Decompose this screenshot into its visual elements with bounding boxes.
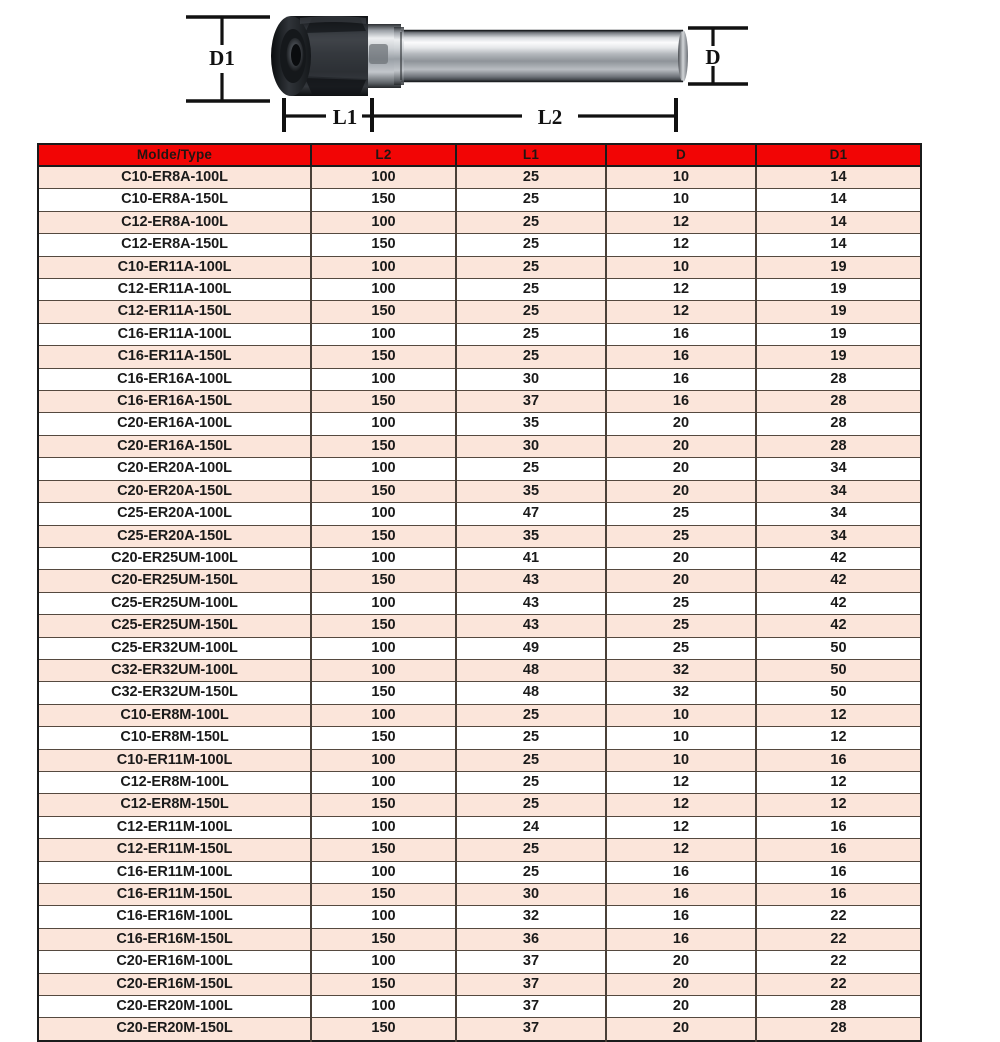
- cell-d: 20: [606, 435, 756, 457]
- dimension-l1-l2: [284, 98, 676, 132]
- cell-d: 20: [606, 951, 756, 973]
- table-row: [38, 951, 921, 973]
- cell-l1: 25: [456, 727, 606, 749]
- table-row: [38, 749, 921, 771]
- cell-d: 16: [606, 861, 756, 883]
- table-row: [38, 839, 921, 861]
- column-header-d1: D1: [756, 144, 921, 166]
- cell-l1: 25: [456, 839, 606, 861]
- dimension-label-l1: L1: [332, 105, 358, 129]
- cell-l2: 150: [311, 973, 456, 995]
- cell-l2: 150: [311, 301, 456, 323]
- cell-type: C16-ER11A-100L: [38, 323, 311, 345]
- cell-l2: 150: [311, 480, 456, 502]
- dimension-label-d: D: [705, 45, 721, 69]
- cell-type: C20-ER25UM-100L: [38, 547, 311, 569]
- cell-d: 32: [606, 682, 756, 704]
- cell-d1: 14: [756, 189, 921, 211]
- cell-d: 10: [606, 727, 756, 749]
- cell-d: 16: [606, 368, 756, 390]
- cell-type: C32-ER32UM-100L: [38, 659, 311, 681]
- cell-d: 20: [606, 996, 756, 1018]
- cell-type: C12-ER8M-150L: [38, 794, 311, 816]
- specification-table-container: [37, 143, 920, 1042]
- cell-d: 12: [606, 279, 756, 301]
- cell-d1: 12: [756, 727, 921, 749]
- cell-l1: 35: [456, 525, 606, 547]
- cell-l2: 150: [311, 615, 456, 637]
- cell-d: 16: [606, 884, 756, 906]
- dimension-label-l2: L2: [537, 105, 563, 129]
- cell-type: C16-ER16A-150L: [38, 391, 311, 413]
- cell-d1: 22: [756, 951, 921, 973]
- cell-d: 16: [606, 906, 756, 928]
- cell-type: C16-ER11M-150L: [38, 884, 311, 906]
- cell-d: 10: [606, 704, 756, 726]
- cell-l2: 100: [311, 503, 456, 525]
- table-row: [38, 435, 921, 457]
- cell-d1: 34: [756, 480, 921, 502]
- cell-l2: 150: [311, 727, 456, 749]
- cell-type: C20-ER16M-100L: [38, 951, 311, 973]
- table-row: [38, 279, 921, 301]
- cell-d: 12: [606, 816, 756, 838]
- cell-type: C10-ER11A-100L: [38, 256, 311, 278]
- cell-l1: 43: [456, 615, 606, 637]
- cell-type: C25-ER20A-150L: [38, 525, 311, 547]
- cell-l2: 150: [311, 682, 456, 704]
- cell-type: C12-ER11M-100L: [38, 816, 311, 838]
- cell-l1: 30: [456, 435, 606, 457]
- cell-d1: 28: [756, 413, 921, 435]
- cell-l2: 100: [311, 279, 456, 301]
- table-row: [38, 973, 921, 995]
- cell-l2: 100: [311, 256, 456, 278]
- table-row: [38, 480, 921, 502]
- cell-l1: 25: [456, 749, 606, 771]
- cell-l1: 25: [456, 256, 606, 278]
- cell-l2: 100: [311, 592, 456, 614]
- cell-type: C25-ER25UM-150L: [38, 615, 311, 637]
- cell-d1: 34: [756, 458, 921, 480]
- cell-d: 12: [606, 301, 756, 323]
- tool-body: [271, 16, 688, 96]
- cell-type: C32-ER32UM-150L: [38, 682, 311, 704]
- cell-d: 12: [606, 839, 756, 861]
- cell-l1: 36: [456, 928, 606, 950]
- cell-l1: 25: [456, 346, 606, 368]
- cell-l1: 41: [456, 547, 606, 569]
- cell-l1: 25: [456, 861, 606, 883]
- cell-d1: 16: [756, 839, 921, 861]
- cell-l1: 30: [456, 884, 606, 906]
- table-row: [38, 256, 921, 278]
- cell-d1: 16: [756, 749, 921, 771]
- table-row: [38, 547, 921, 569]
- table-row: [38, 592, 921, 614]
- cell-l2: 100: [311, 413, 456, 435]
- cell-d: 20: [606, 480, 756, 502]
- cell-d: 12: [606, 234, 756, 256]
- cell-l1: 43: [456, 570, 606, 592]
- cell-d1: 14: [756, 234, 921, 256]
- cell-l1: 37: [456, 1018, 606, 1041]
- cell-l1: 35: [456, 480, 606, 502]
- cell-l2: 100: [311, 166, 456, 189]
- table-row: [38, 1018, 921, 1041]
- cell-l1: 25: [456, 279, 606, 301]
- table-row: [38, 234, 921, 256]
- cell-type: C20-ER16A-100L: [38, 413, 311, 435]
- table-row: [38, 794, 921, 816]
- cell-d: 20: [606, 1018, 756, 1041]
- cell-type: C20-ER20M-150L: [38, 1018, 311, 1041]
- cell-d1: 16: [756, 861, 921, 883]
- cell-l1: 47: [456, 503, 606, 525]
- cell-type: C10-ER8A-100L: [38, 166, 311, 189]
- cell-d: 20: [606, 973, 756, 995]
- cell-type: C16-ER16M-150L: [38, 928, 311, 950]
- cell-d: 25: [606, 615, 756, 637]
- specification-table: [37, 143, 922, 1042]
- cell-l2: 100: [311, 368, 456, 390]
- cell-d1: 50: [756, 659, 921, 681]
- cell-l1: 25: [456, 794, 606, 816]
- cell-d: 32: [606, 659, 756, 681]
- cell-l1: 25: [456, 458, 606, 480]
- cell-type: C20-ER20A-100L: [38, 458, 311, 480]
- cell-l2: 150: [311, 234, 456, 256]
- table-row: [38, 928, 921, 950]
- cell-d: 10: [606, 256, 756, 278]
- cell-l2: 150: [311, 884, 456, 906]
- cell-d1: 19: [756, 279, 921, 301]
- cell-type: C12-ER11M-150L: [38, 839, 311, 861]
- cell-d1: 50: [756, 637, 921, 659]
- cell-l2: 100: [311, 659, 456, 681]
- cell-type: C20-ER20A-150L: [38, 480, 311, 502]
- cell-d: 10: [606, 166, 756, 189]
- cell-l2: 100: [311, 547, 456, 569]
- cell-l2: 100: [311, 323, 456, 345]
- dimension-d1: [186, 17, 270, 101]
- column-header-l1: L1: [456, 144, 606, 166]
- cell-d1: 28: [756, 1018, 921, 1041]
- cell-d1: 22: [756, 906, 921, 928]
- cell-type: C16-ER11M-100L: [38, 861, 311, 883]
- cell-l1: 25: [456, 166, 606, 189]
- cell-d: 16: [606, 391, 756, 413]
- column-header-l2: L2: [311, 144, 456, 166]
- cell-d1: 28: [756, 368, 921, 390]
- cell-l1: 37: [456, 973, 606, 995]
- cell-d1: 28: [756, 391, 921, 413]
- cell-l1: 25: [456, 189, 606, 211]
- cell-d: 16: [606, 323, 756, 345]
- cell-l1: 25: [456, 704, 606, 726]
- cell-d1: 34: [756, 503, 921, 525]
- cell-d: 20: [606, 413, 756, 435]
- cell-d: 20: [606, 570, 756, 592]
- cell-l1: 37: [456, 996, 606, 1018]
- table-row: [38, 996, 921, 1018]
- cell-l1: 49: [456, 637, 606, 659]
- table-row: [38, 771, 921, 793]
- cell-d1: 22: [756, 973, 921, 995]
- cell-d: 10: [606, 749, 756, 771]
- cell-d1: 19: [756, 301, 921, 323]
- cell-d1: 34: [756, 525, 921, 547]
- cell-l2: 150: [311, 189, 456, 211]
- cell-l2: 100: [311, 861, 456, 883]
- cell-d1: 22: [756, 928, 921, 950]
- cell-type: C25-ER20A-100L: [38, 503, 311, 525]
- table-row: [38, 413, 921, 435]
- cell-l1: 30: [456, 368, 606, 390]
- cell-l2: 100: [311, 211, 456, 233]
- cell-d: 25: [606, 503, 756, 525]
- cell-d1: 19: [756, 346, 921, 368]
- cell-l1: 35: [456, 413, 606, 435]
- cell-l1: 37: [456, 391, 606, 413]
- cell-d: 20: [606, 458, 756, 480]
- table-row: [38, 704, 921, 726]
- cell-d: 10: [606, 189, 756, 211]
- table-row: [38, 727, 921, 749]
- cell-d1: 19: [756, 256, 921, 278]
- cell-type: C16-ER11A-150L: [38, 346, 311, 368]
- cell-l2: 150: [311, 839, 456, 861]
- cell-l2: 100: [311, 816, 456, 838]
- cell-l2: 150: [311, 346, 456, 368]
- cell-d: 12: [606, 211, 756, 233]
- cell-l2: 100: [311, 704, 456, 726]
- cell-type: C20-ER16M-150L: [38, 973, 311, 995]
- cell-d: 16: [606, 928, 756, 950]
- table-row: [38, 301, 921, 323]
- table-row: [38, 637, 921, 659]
- cell-type: C25-ER32UM-100L: [38, 637, 311, 659]
- cell-type: C12-ER8M-100L: [38, 771, 311, 793]
- cell-d1: 42: [756, 570, 921, 592]
- cell-d1: 14: [756, 166, 921, 189]
- cell-d1: 12: [756, 704, 921, 726]
- cell-type: C20-ER20M-100L: [38, 996, 311, 1018]
- table-row: [38, 503, 921, 525]
- cell-l1: 48: [456, 682, 606, 704]
- cell-type: C12-ER8A-150L: [38, 234, 311, 256]
- table-row: [38, 884, 921, 906]
- column-header-d: D: [606, 144, 756, 166]
- cell-type: C10-ER8M-150L: [38, 727, 311, 749]
- cell-d1: 19: [756, 323, 921, 345]
- cell-l2: 150: [311, 525, 456, 547]
- cell-l2: 100: [311, 637, 456, 659]
- table-row: [38, 615, 921, 637]
- table-row: [38, 189, 921, 211]
- table-row: [38, 570, 921, 592]
- table-row: [38, 166, 921, 189]
- cell-l2: 100: [311, 996, 456, 1018]
- cell-d1: 28: [756, 996, 921, 1018]
- cell-l2: 100: [311, 771, 456, 793]
- cell-d1: 42: [756, 615, 921, 637]
- cell-type: C10-ER8A-150L: [38, 189, 311, 211]
- cell-d1: 16: [756, 884, 921, 906]
- cell-l2: 100: [311, 458, 456, 480]
- cell-l1: 25: [456, 234, 606, 256]
- cell-l1: 32: [456, 906, 606, 928]
- table-row: [38, 458, 921, 480]
- column-header-type: Molde/Type: [38, 144, 311, 166]
- tool-dimension-diagram: [0, 0, 1000, 140]
- cell-type: C12-ER8A-100L: [38, 211, 311, 233]
- cell-d1: 16: [756, 816, 921, 838]
- table-row: [38, 906, 921, 928]
- table-row: [38, 525, 921, 547]
- cell-type: C20-ER25UM-150L: [38, 570, 311, 592]
- cell-l2: 150: [311, 570, 456, 592]
- cell-l1: 25: [456, 771, 606, 793]
- cell-d: 25: [606, 525, 756, 547]
- cell-l1: 43: [456, 592, 606, 614]
- cell-type: C20-ER16A-150L: [38, 435, 311, 457]
- cell-l2: 150: [311, 928, 456, 950]
- cell-l2: 100: [311, 749, 456, 771]
- table-row: [38, 323, 921, 345]
- cell-l2: 150: [311, 391, 456, 413]
- cell-l1: 48: [456, 659, 606, 681]
- table-header-row: [38, 144, 921, 166]
- cell-d1: 42: [756, 547, 921, 569]
- cell-d1: 28: [756, 435, 921, 457]
- cell-d: 20: [606, 547, 756, 569]
- cell-d: 12: [606, 794, 756, 816]
- cell-d: 25: [606, 592, 756, 614]
- table-row: [38, 816, 921, 838]
- table-row: [38, 211, 921, 233]
- dimension-d: [688, 28, 748, 84]
- cell-type: C16-ER16A-100L: [38, 368, 311, 390]
- table-row: [38, 861, 921, 883]
- cell-d1: 12: [756, 771, 921, 793]
- cell-l2: 150: [311, 435, 456, 457]
- cell-d1: 42: [756, 592, 921, 614]
- cell-type: C16-ER16M-100L: [38, 906, 311, 928]
- cell-l2: 150: [311, 1018, 456, 1041]
- table-row: [38, 391, 921, 413]
- cell-l1: 25: [456, 211, 606, 233]
- cell-d1: 50: [756, 682, 921, 704]
- cell-type: C12-ER11A-150L: [38, 301, 311, 323]
- cell-type: C12-ER11A-100L: [38, 279, 311, 301]
- cell-d: 25: [606, 637, 756, 659]
- cell-type: C25-ER25UM-100L: [38, 592, 311, 614]
- table-row: [38, 368, 921, 390]
- cell-l2: 100: [311, 906, 456, 928]
- table-body: [38, 166, 921, 1041]
- cell-type: C10-ER11M-100L: [38, 749, 311, 771]
- cell-l1: 25: [456, 323, 606, 345]
- cell-d: 16: [606, 346, 756, 368]
- table-row: [38, 346, 921, 368]
- table-row: [38, 682, 921, 704]
- cell-l1: 25: [456, 301, 606, 323]
- cell-l2: 100: [311, 951, 456, 973]
- table-row: [38, 659, 921, 681]
- cell-d1: 12: [756, 794, 921, 816]
- cell-type: C10-ER8M-100L: [38, 704, 311, 726]
- dimension-label-d1: D1: [209, 46, 235, 70]
- cell-d1: 14: [756, 211, 921, 233]
- cell-l1: 24: [456, 816, 606, 838]
- cell-d: 12: [606, 771, 756, 793]
- cell-l2: 150: [311, 794, 456, 816]
- cell-l1: 37: [456, 951, 606, 973]
